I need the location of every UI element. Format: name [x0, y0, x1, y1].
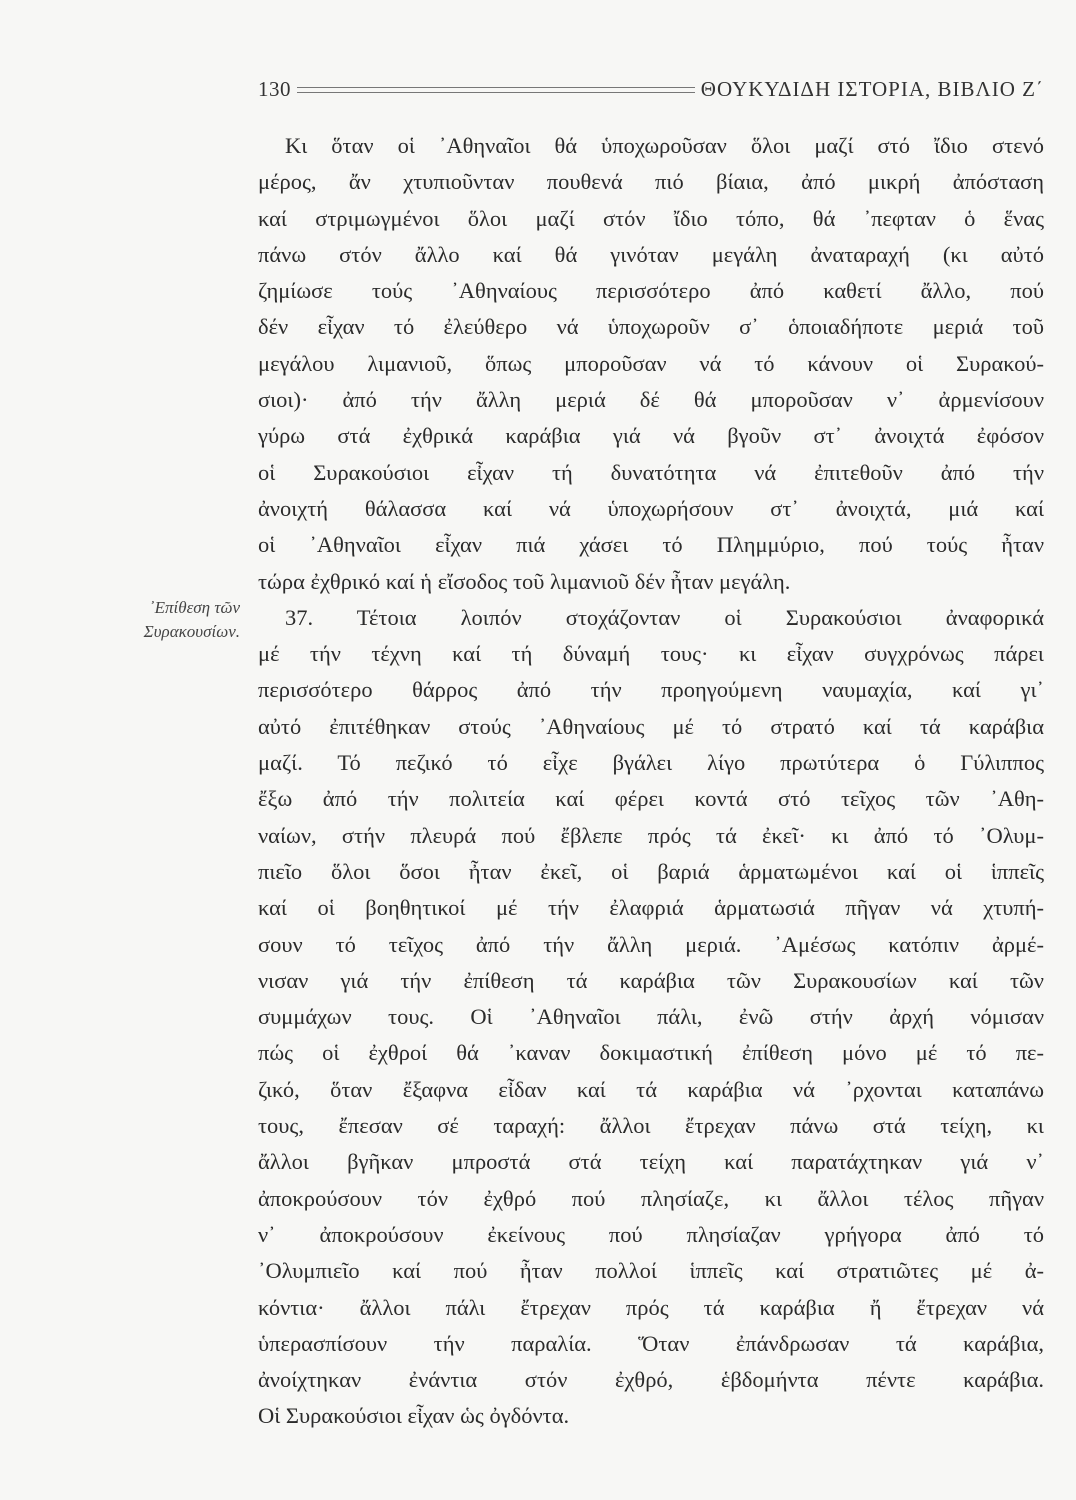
text-line: γύρω στά ἐχθρικά καράβια γιά νά βγοῦν στ᾿ ἀνοιχτά ἐφόσον	[258, 423, 1044, 449]
text-line: τους, ἔπεσαν σέ ταραχή: ἄλλοι ἔτρεχαν πάνω στά τείχη, κι	[258, 1113, 1044, 1139]
text-line: σουν τό τεῖχος ἀπό τήν ἄλλη μεριά. ᾿Αμέσως κατόπιν ἀρμέ-	[258, 931, 1044, 957]
text-line: ζικό, ὅταν ἔξαφνα εἶδαν καί τά καράβια νά ᾿ρχονται καταπάνω	[258, 1076, 1044, 1102]
header-double-rule	[297, 87, 695, 93]
text-line: ἄλλοι βγῆκαν μπροστά στά τείχη καί παρατάχτηκαν γιά ν᾿	[258, 1149, 1044, 1175]
running-title: ΘΟΥΚΥΔΙΔΗ ΙΣΤΟΡΙΑ, ΒΙΒΛΙΟ Ζ΄	[700, 76, 1044, 101]
text-line: ἀνοίχτηκαν ἐνάντια στόν ἐχθρό, ἑβδομήντα πέντε καράβια.	[258, 1367, 1044, 1393]
text-line: οἱ Συρακούσιοι εἶχαν τή δυνατότητα νά ἐπιτεθοῦν ἀπό τήν	[258, 459, 1044, 485]
text-line: ν᾿ ἀποκρούσουν ἐκείνους πού πλησίαζαν γρήγορα ἀπό τό	[258, 1221, 1044, 1247]
text-line: μέρος, ἄν χτυπιοῦνταν πουθενά πιό βίαια, ἀπό μικρή ἀπόσταση	[258, 169, 1044, 195]
margin-note-line: ᾿Επίθεση τῶν	[148, 598, 240, 617]
text-line: πάνω στόν ἄλλο καί θά γινόταν μεγάλη ἀναταραχή (κι αὐτό	[258, 241, 1044, 267]
running-head	[258, 74, 1044, 104]
text-line: μεγάλου λιμανιοῦ, ὅπως μποροῦσαν νά τό κάνουν οἱ Συρακού-	[258, 350, 1044, 376]
text-line: περισσότερο θάρρος ἀπό τήν προηγούμενη ναυμαχία, καί γι᾿	[258, 677, 1044, 703]
text-line: πώς οἱ ἐχθροί θά ᾿καναν δοκιμαστική ἐπίθεση μόνο μέ τό πε-	[258, 1040, 1044, 1066]
text-line: ᾿Ολυμπιεῖο καί πού ἦταν πολλοί ἱππεῖς καί στρατιῶτες μέ ἀ-	[258, 1258, 1044, 1284]
text-line: Οἱ Συρακούσιοι εἶχαν ὡς ὀγδόντα.	[258, 1403, 570, 1429]
text-line: δέν εἶχαν τό ἐλεύθερο νά ὑποχωροῦν σ᾿ ὁποιαδήποτε μεριά τοῦ	[258, 314, 1044, 340]
chapter-37-start: 37. Τέτοια λοιπόν στοχάζονταν οἱ Συρακούσιοι ἀναφορικά	[285, 604, 1044, 630]
text-line: ζημίωσε τούς ᾿Αθηναίους περισσότερο ἀπό καθετί ἄλλο, πού	[258, 278, 1044, 304]
text-line: τώρα ἐχθρικό καί ἡ εἴσοδος τοῦ λιμανιοῦ δέν ἦταν μεγάλη.	[258, 568, 791, 594]
text-line: συμμάχων τους. Οἱ ᾿Αθηναῖοι πάλι, ἐνῶ στήν ἀρχή νόμισαν	[258, 1004, 1044, 1030]
body-text	[258, 128, 1044, 1435]
text-line: σιοι)· ἀπό τήν ἄλλη μεριά δέ θά μποροῦσαν ν᾿ ἀρμενίσουν	[258, 387, 1044, 413]
text-line: μέ τήν τέχνη καί τή δύναμή τους· κι εἶχαν συγχρόνως πάρει	[258, 641, 1044, 667]
text-line: ναίων, στήν πλευρά πού ἔβλεπε πρός τά ἐκεῖ· κι ἀπό τό ᾿Ολυμ-	[258, 822, 1044, 848]
text-line: οἱ ᾿Αθηναῖοι εἶχαν πιά χάσει τό Πλημμύριο, πού τούς ἦταν	[258, 532, 1044, 558]
text-line: καί στριμωγμένοι ὅλοι μαζί στόν ἴδιο τόπο, θά ᾿πεφταν ὁ ἕνας	[258, 205, 1044, 231]
text-line: ἀνοιχτή θάλασσα καί νά ὑποχωρήσουν στ᾿ ἀνοιχτά, μιά καί	[258, 495, 1044, 521]
margin-note-line: Συρακουσίων.	[143, 622, 240, 641]
margin-note	[30, 596, 240, 644]
text-line: ἀποκρούσουν τόν ἐχθρό πού πλησίαζε, κι ἄλλοι τέλος πῆγαν	[258, 1185, 1044, 1211]
text-line: αὐτό ἐπιτέθηκαν στούς ᾿Αθηναίους μέ τό στρατό καί τά καράβια	[258, 713, 1044, 739]
text-line: ὑπερασπίσουν τήν παραλία. Ὅταν ἐπάνδρωσαν τά καράβια,	[258, 1330, 1044, 1356]
text-line: ἔξω ἀπό τήν πολιτεία καί φέρει κοντά στό τεῖχος τῶν ᾿Αθη-	[258, 786, 1044, 812]
text-line: κόντια· ἄλλοι πάλι ἔτρεχαν πρός τά καράβια ἤ ἔτρεχαν νά	[258, 1294, 1044, 1320]
text-line: πιεῖο ὅλοι ὅσοι ἦταν ἐκεῖ, οἱ βαριά ἁρματωμένοι καί οἱ ἱππεῖς	[258, 858, 1044, 884]
text-line: Κι ὅταν οἱ ᾿Αθηναῖοι θά ὑποχωροῦσαν ὅλοι μαζί στό ἴδιο στενό	[285, 133, 1044, 158]
text-line: νισαν γιά τήν ἐπίθεση τά καράβια τῶν Συρακουσίων καί τῶν	[258, 967, 1044, 993]
page-number: 130	[258, 76, 291, 101]
text-line: καί οἱ βοηθητικοί μέ τήν ἐλαφριά ἁρματωσιά πῆγαν νά χτυπή-	[258, 895, 1044, 921]
text-line: μαζί. Τό πεζικό τό εἶχε βγάλει λίγο πρωτύτερα ὁ Γύλιππος	[258, 750, 1044, 776]
